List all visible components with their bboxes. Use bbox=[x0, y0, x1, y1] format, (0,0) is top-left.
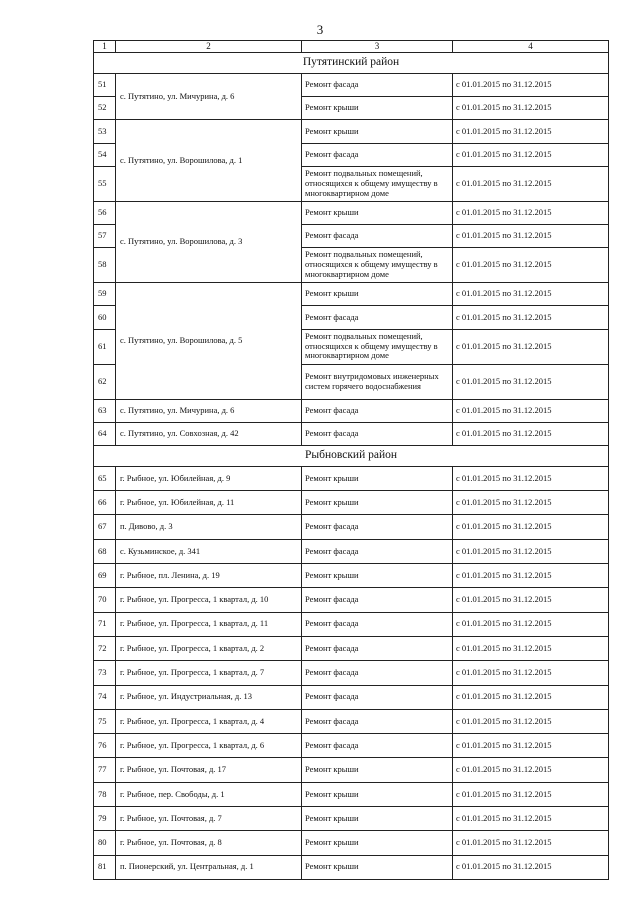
table-row bbox=[94, 661, 609, 685]
period-cell: с 01.01.2015 по 31.12.2015 bbox=[453, 399, 609, 422]
address-cell: с. Кузьминское, д. 341 bbox=[116, 539, 302, 563]
row-number: 77 bbox=[94, 758, 116, 782]
table-row bbox=[94, 709, 609, 733]
table-row bbox=[94, 564, 609, 588]
row-number: 60 bbox=[94, 306, 116, 329]
row-number: 54 bbox=[94, 143, 116, 166]
period-cell: с 01.01.2015 по 31.12.2015 bbox=[453, 166, 609, 201]
address-cell: с. Путятино, ул. Ворошилова, д. 3 bbox=[116, 201, 302, 282]
period-cell: с 01.01.2015 по 31.12.2015 bbox=[453, 661, 609, 685]
work-type-cell: Ремонт подвальных помещений, относящихся к общему имуществу в многоквартирном доме bbox=[302, 166, 453, 201]
work-type-cell: Ремонт крыши bbox=[302, 564, 453, 588]
row-number: 62 bbox=[94, 364, 116, 399]
table-row bbox=[94, 74, 609, 97]
table-row bbox=[94, 422, 609, 445]
page-number: 3 bbox=[316, 22, 324, 37]
period-cell: с 01.01.2015 по 31.12.2015 bbox=[453, 807, 609, 831]
address-cell: г. Рыбное, ул. Почтовая, д. 7 bbox=[116, 807, 302, 831]
address-cell: п. Пионерский, ул. Центральная, д. 1 bbox=[116, 855, 302, 879]
address-cell: г. Рыбное, ул. Индустриальная, д. 13 bbox=[116, 685, 302, 709]
address-cell: с. Путятино, ул. Совхозная, д. 42 bbox=[116, 422, 302, 445]
row-number: 69 bbox=[94, 564, 116, 588]
work-type-cell: Ремонт фасада bbox=[302, 661, 453, 685]
address-cell: г. Рыбное, ул. Юбилейная, д. 11 bbox=[116, 491, 302, 515]
address-cell: г. Рыбное, ул. Прогресса, 1 квартал, д. 2 bbox=[116, 636, 302, 660]
period-cell: с 01.01.2015 по 31.12.2015 bbox=[453, 709, 609, 733]
work-type-cell: Ремонт фасада bbox=[302, 224, 453, 247]
period-cell: с 01.01.2015 по 31.12.2015 bbox=[453, 831, 609, 855]
period-cell: с 01.01.2015 по 31.12.2015 bbox=[453, 120, 609, 143]
address-cell: г. Рыбное, ул. Прогресса, 1 квартал, д. 7 bbox=[116, 661, 302, 685]
address-cell: с. Путятино, ул. Мичурина, д. 6 bbox=[116, 74, 302, 120]
work-type-cell: Ремонт крыши bbox=[302, 782, 453, 806]
row-number: 59 bbox=[94, 283, 116, 306]
region-header-row bbox=[94, 445, 609, 466]
region-name: Путятинский район bbox=[94, 53, 609, 74]
period-cell: с 01.01.2015 по 31.12.2015 bbox=[453, 782, 609, 806]
row-number: 75 bbox=[94, 709, 116, 733]
work-type-cell: Ремонт фасада bbox=[302, 143, 453, 166]
address-cell: г. Рыбное, ул. Прогресса, 1 квартал, д. 11 bbox=[116, 612, 302, 636]
address-cell: г. Рыбное, ул. Почтовая, д. 8 bbox=[116, 831, 302, 855]
period-cell: с 01.01.2015 по 31.12.2015 bbox=[453, 612, 609, 636]
work-type-cell: Ремонт крыши bbox=[302, 466, 453, 490]
table-row bbox=[94, 685, 609, 709]
region-name: Рыбновский район bbox=[94, 445, 609, 466]
period-cell: с 01.01.2015 по 31.12.2015 bbox=[453, 364, 609, 399]
work-type-cell: Ремонт подвальных помещений, относящихся к общему имуществу в многоквартирном доме bbox=[302, 248, 453, 283]
table-row bbox=[94, 855, 609, 879]
period-cell: с 01.01.2015 по 31.12.2015 bbox=[453, 564, 609, 588]
work-type-cell: Ремонт фасада bbox=[302, 539, 453, 563]
table-row bbox=[94, 399, 609, 422]
work-type-cell: Ремонт крыши bbox=[302, 807, 453, 831]
address-cell: с. Путятино, ул. Мичурина, д. 6 bbox=[116, 399, 302, 422]
table-row bbox=[94, 636, 609, 660]
row-number: 55 bbox=[94, 166, 116, 201]
period-cell: с 01.01.2015 по 31.12.2015 bbox=[453, 685, 609, 709]
row-number: 80 bbox=[94, 831, 116, 855]
table-row bbox=[94, 782, 609, 806]
work-type-cell: Ремонт фасада bbox=[302, 422, 453, 445]
row-number: 76 bbox=[94, 734, 116, 758]
address-cell: г. Рыбное, ул. Прогресса, 1 квартал, д. 4 bbox=[116, 709, 302, 733]
header-cell-4: 4 bbox=[453, 41, 609, 53]
period-cell: с 01.01.2015 по 31.12.2015 bbox=[453, 143, 609, 166]
work-type-cell: Ремонт фасада bbox=[302, 74, 453, 97]
row-number: 74 bbox=[94, 685, 116, 709]
period-cell: с 01.01.2015 по 31.12.2015 bbox=[453, 74, 609, 97]
row-number: 78 bbox=[94, 782, 116, 806]
address-cell: п. Дивово, д. 3 bbox=[116, 515, 302, 539]
period-cell: с 01.01.2015 по 31.12.2015 bbox=[453, 201, 609, 224]
table-row bbox=[94, 831, 609, 855]
work-type-cell: Ремонт крыши bbox=[302, 855, 453, 879]
work-type-cell: Ремонт фасада bbox=[302, 306, 453, 329]
table-row bbox=[94, 612, 609, 636]
work-type-cell: Ремонт фасада bbox=[302, 588, 453, 612]
table-row bbox=[94, 758, 609, 782]
table-row bbox=[94, 466, 609, 490]
header-cell-2: 2 bbox=[116, 41, 302, 53]
table-row bbox=[94, 588, 609, 612]
row-number: 51 bbox=[94, 74, 116, 97]
period-cell: с 01.01.2015 по 31.12.2015 bbox=[453, 588, 609, 612]
address-cell: г. Рыбное, пер. Свободы, д. 1 bbox=[116, 782, 302, 806]
address-cell: с. Путятино, ул. Ворошилова, д. 5 bbox=[116, 283, 302, 399]
row-number: 79 bbox=[94, 807, 116, 831]
work-type-cell: Ремонт фасада bbox=[302, 636, 453, 660]
work-type-cell: Ремонт крыши bbox=[302, 283, 453, 306]
table-row bbox=[94, 120, 609, 143]
work-type-cell: Ремонт фасада bbox=[302, 709, 453, 733]
period-cell: с 01.01.2015 по 31.12.2015 bbox=[453, 515, 609, 539]
table-row bbox=[94, 734, 609, 758]
address-cell: г. Рыбное, пл. Ленина, д. 19 bbox=[116, 564, 302, 588]
row-number: 71 bbox=[94, 612, 116, 636]
work-type-cell: Ремонт внутридомовых инженерных систем горячего водоснабжения bbox=[302, 364, 453, 399]
work-type-cell: Ремонт подвальных помещений, относящихся к общему имуществу в многоквартирном доме bbox=[302, 329, 453, 364]
work-type-cell: Ремонт фасада bbox=[302, 515, 453, 539]
work-type-cell: Ремонт крыши bbox=[302, 201, 453, 224]
row-number: 81 bbox=[94, 855, 116, 879]
period-cell: с 01.01.2015 по 31.12.2015 bbox=[453, 734, 609, 758]
row-number: 63 bbox=[94, 399, 116, 422]
period-cell: с 01.01.2015 по 31.12.2015 bbox=[453, 422, 609, 445]
period-cell: с 01.01.2015 по 31.12.2015 bbox=[453, 539, 609, 563]
work-type-cell: Ремонт крыши bbox=[302, 120, 453, 143]
work-type-cell: Ремонт фасада bbox=[302, 612, 453, 636]
region-header-row bbox=[94, 53, 609, 74]
table-row bbox=[94, 807, 609, 831]
header-cell-1: 1 bbox=[94, 41, 116, 53]
work-type-cell: Ремонт крыши bbox=[302, 831, 453, 855]
row-number: 70 bbox=[94, 588, 116, 612]
period-cell: с 01.01.2015 по 31.12.2015 bbox=[453, 224, 609, 247]
row-number: 65 bbox=[94, 466, 116, 490]
period-cell: с 01.01.2015 по 31.12.2015 bbox=[453, 306, 609, 329]
address-cell: г. Рыбное, ул. Юбилейная, д. 9 bbox=[116, 466, 302, 490]
row-number: 66 bbox=[94, 491, 116, 515]
table-row bbox=[94, 539, 609, 563]
row-number: 68 bbox=[94, 539, 116, 563]
row-number: 73 bbox=[94, 661, 116, 685]
period-cell: с 01.01.2015 по 31.12.2015 bbox=[453, 283, 609, 306]
row-number: 58 bbox=[94, 248, 116, 283]
table-body bbox=[94, 41, 609, 880]
address-cell: г. Рыбное, ул. Почтовая, д. 17 bbox=[116, 758, 302, 782]
row-number: 52 bbox=[94, 97, 116, 120]
row-number: 67 bbox=[94, 515, 116, 539]
address-cell: с. Путятино, ул. Ворошилова, д. 1 bbox=[116, 120, 302, 201]
table-row bbox=[94, 283, 609, 306]
work-type-cell: Ремонт фасада bbox=[302, 734, 453, 758]
work-type-cell: Ремонт фасада bbox=[302, 685, 453, 709]
header-row bbox=[94, 41, 609, 53]
table-row bbox=[94, 491, 609, 515]
row-number: 56 bbox=[94, 201, 116, 224]
work-type-cell: Ремонт фасада bbox=[302, 399, 453, 422]
header-cell-3: 3 bbox=[302, 41, 453, 53]
period-cell: с 01.01.2015 по 31.12.2015 bbox=[453, 758, 609, 782]
period-cell: с 01.01.2015 по 31.12.2015 bbox=[453, 466, 609, 490]
period-cell: с 01.01.2015 по 31.12.2015 bbox=[453, 97, 609, 120]
work-type-cell: Ремонт крыши bbox=[302, 491, 453, 515]
address-cell: г. Рыбное, ул. Прогресса, 1 квартал, д. 6 bbox=[116, 734, 302, 758]
address-cell: г. Рыбное, ул. Прогресса, 1 квартал, д. 10 bbox=[116, 588, 302, 612]
row-number: 72 bbox=[94, 636, 116, 660]
period-cell: с 01.01.2015 по 31.12.2015 bbox=[453, 491, 609, 515]
row-number: 57 bbox=[94, 224, 116, 247]
period-cell: с 01.01.2015 по 31.12.2015 bbox=[453, 855, 609, 879]
period-cell: с 01.01.2015 по 31.12.2015 bbox=[453, 248, 609, 283]
period-cell: с 01.01.2015 по 31.12.2015 bbox=[453, 329, 609, 364]
row-number: 53 bbox=[94, 120, 116, 143]
row-number: 61 bbox=[94, 329, 116, 364]
table-row bbox=[94, 515, 609, 539]
work-type-cell: Ремонт крыши bbox=[302, 97, 453, 120]
table-row bbox=[94, 201, 609, 224]
work-type-cell: Ремонт крыши bbox=[302, 758, 453, 782]
repair-schedule-table bbox=[93, 40, 609, 880]
period-cell: с 01.01.2015 по 31.12.2015 bbox=[453, 636, 609, 660]
row-number: 64 bbox=[94, 422, 116, 445]
